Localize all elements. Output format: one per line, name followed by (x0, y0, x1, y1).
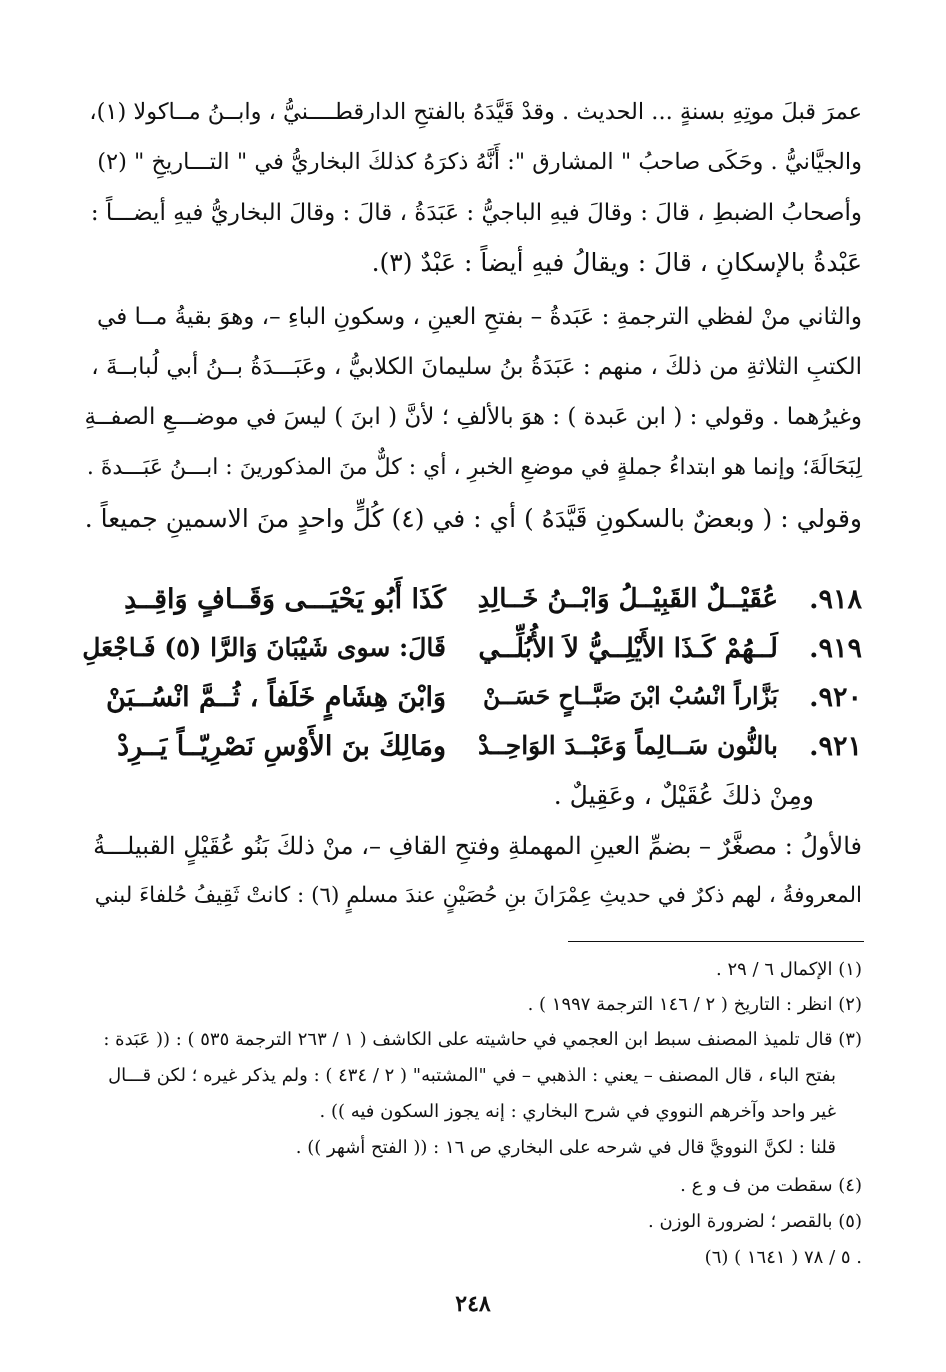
footnote: (٥) بالقصر ؛ لضرورة الوزن . (648, 1211, 862, 1232)
verse-second-hemistich: وَابْنَ هِشَامٍ خَلَفاً ، ثُــمَّ انْسُــبَنْ (105, 682, 446, 713)
verse-number: ٩٢١. (809, 731, 862, 762)
body-line: وقولي : ( وبعضٌ بالسكونِ قَيَّدَهُ ) أي : في (٤) كُلٍّ واحدٍ منَ الاسمينِ جميعاً . (84, 504, 862, 533)
verse-second-hemistich: قَالَ: سوى شَيْبَانَ وَالرَّا (٥) فَـاجْعَلِ (82, 633, 446, 662)
verse-first-hemistich: بالنُّون سَــالِماً وَعَبْــدَ الوَاحِــدْ (478, 731, 778, 760)
body-line: المعروفةُ ، لهم ذكرٌ في حديثِ عِمْرَانَ بنِ حُصَيْنٍ عندَ مسلمٍ (٦) : كانتْ ثَقِيفُ حُلفاءَ لبني (94, 883, 862, 908)
body-line: عمرَ قبلَ موتِهِ بسنةٍ ... الحديث . وقدْ قَيَّدَهُ بالفتحِ الدارقطــــنيُّ ، وابــنُ مــاكولا (١)، (89, 99, 862, 125)
footnote: (٦) ٥ / ٧٨ ( ١٦٤١ ) . (704, 1247, 862, 1268)
footnote: (٢) انظر : التاريخ ( ٢ / ١٤٦ الترجمة ١٩٩٧ ) . (527, 994, 862, 1015)
body-line: عَبْدةُ بالإسكانِ ، قالَ : ويقالُ فيهِ أيضاً : عَبْدٌ (٣). (371, 248, 862, 277)
verse-first-hemistich: لَــهُمْ كَـذَا الأَيْلِــيُّ لاَ الأُبُلِّــي (478, 633, 778, 664)
body-line: الكتبِ الثلاثةِ من ذلكَ ، منهم : عَبَدَةُ بنُ سليمانَ الكلابيُّ ، وعَبَـــدَةُ بــنُ أبي لُبابــةَ ، (91, 354, 862, 380)
body-line: وغيرُهما . وقولي : ( ابن عَبدة ) : هوَ بالألفِ ؛ لأنَّ ( ابنَ ) ليسَ في موضـــعِ الصفــةِ (84, 404, 862, 430)
verse-second-hemistich: ومَالِكَ بنَ الأَوْسِ نَصْرِيّــاً يَــرِدْ (117, 731, 446, 762)
footnote: (٣) قال تلميذ المصنف سبط ابن العجمي في حاشيته على الكاشف ( ١ / ٢٦٣ الترجمة ٥٣٥ ) : (( عَبَدة : (103, 1029, 862, 1050)
body-line: ومِنْ ذلكَ عُقَيْلٌ ، وعَقِيلٌ . (553, 781, 814, 810)
page-number: ٢٤٨ (455, 1291, 491, 1317)
footnote-continuation: بفتح الباء ، قال المصنف – يعني : الذهبي – في "المشتبه" ( ٢ / ٤٣٤ ) : ولم يذكر غيره ؛ لكن قـــال (108, 1065, 836, 1086)
footnote-continuation: غير واحد وآخرهم النووي في شرح البخاري : إنه يجوز السكون فيه )) . (319, 1101, 836, 1122)
verse-number: ٩١٩. (809, 633, 862, 664)
footnote-separator (568, 941, 864, 942)
body-line: والجيَّانيُّ . وحَكَى صاحبُ " المشارق ": أَنَّهُ ذكرَهُ كذلكَ البخاريُّ في " التـــاريخِ " (٢) (97, 149, 862, 175)
verse-second-hemistich: كَذَا أَبُو يَحْيَـــى وَقَــافٍ وَاقِــدِ (124, 584, 446, 615)
footnote: (٤) سقطت من ف و ع . (680, 1175, 862, 1196)
body-line: لِبَحَالَةَ؛ وإنما هو ابتداءُ جملةٍ في موضعِ الخبرِ ، أي : كلٌّ منَ المذكورينَ : ابـــنُ عَبَـــدةَ . (86, 455, 862, 480)
verse-number: ٩٢٠. (809, 682, 862, 713)
footnote-continuation: قلنا : لكنَّ النوويَّ قال في شرحه على البخاري ص ١٦ : (( الفتح أشهر )) . (295, 1137, 836, 1158)
verse-first-hemistich: عُقَيْــلٌ القَبِيْــلُ وَابْــنُ خَــالِدِ (477, 584, 778, 614)
body-line: وأصحابُ الضبطِ ، قالَ : وقالَ فيهِ الباجيُّ : عَبَدَةُ ، قالَ : وقالَ البخاريُّ فيهِ أيضـــاً : (90, 200, 862, 226)
verse-first-hemistich: بَزَّاراً انْسُبْ ابْنَ صَبَّــاحٍ حَسَــنْ (482, 682, 778, 710)
verse-number: ٩١٨. (809, 584, 862, 615)
footnote: (١) الإكمال ٦ / ٢٩ . (716, 959, 862, 980)
body-line: والثاني منْ لفظي الترجمةِ : عَبَدةُ – بفتحِ العينِ ، وسكونِ الباءِ –، وهوَ بقيةُ مــا في (97, 304, 862, 330)
body-line: فالأولُ : مصغَّرٌ – بضمِّ العينِ المهملةِ وفتحِ القافِ –، منْ ذلكَ بَنُو عُقَيْلٍ القبيلـــةُ (93, 832, 862, 860)
